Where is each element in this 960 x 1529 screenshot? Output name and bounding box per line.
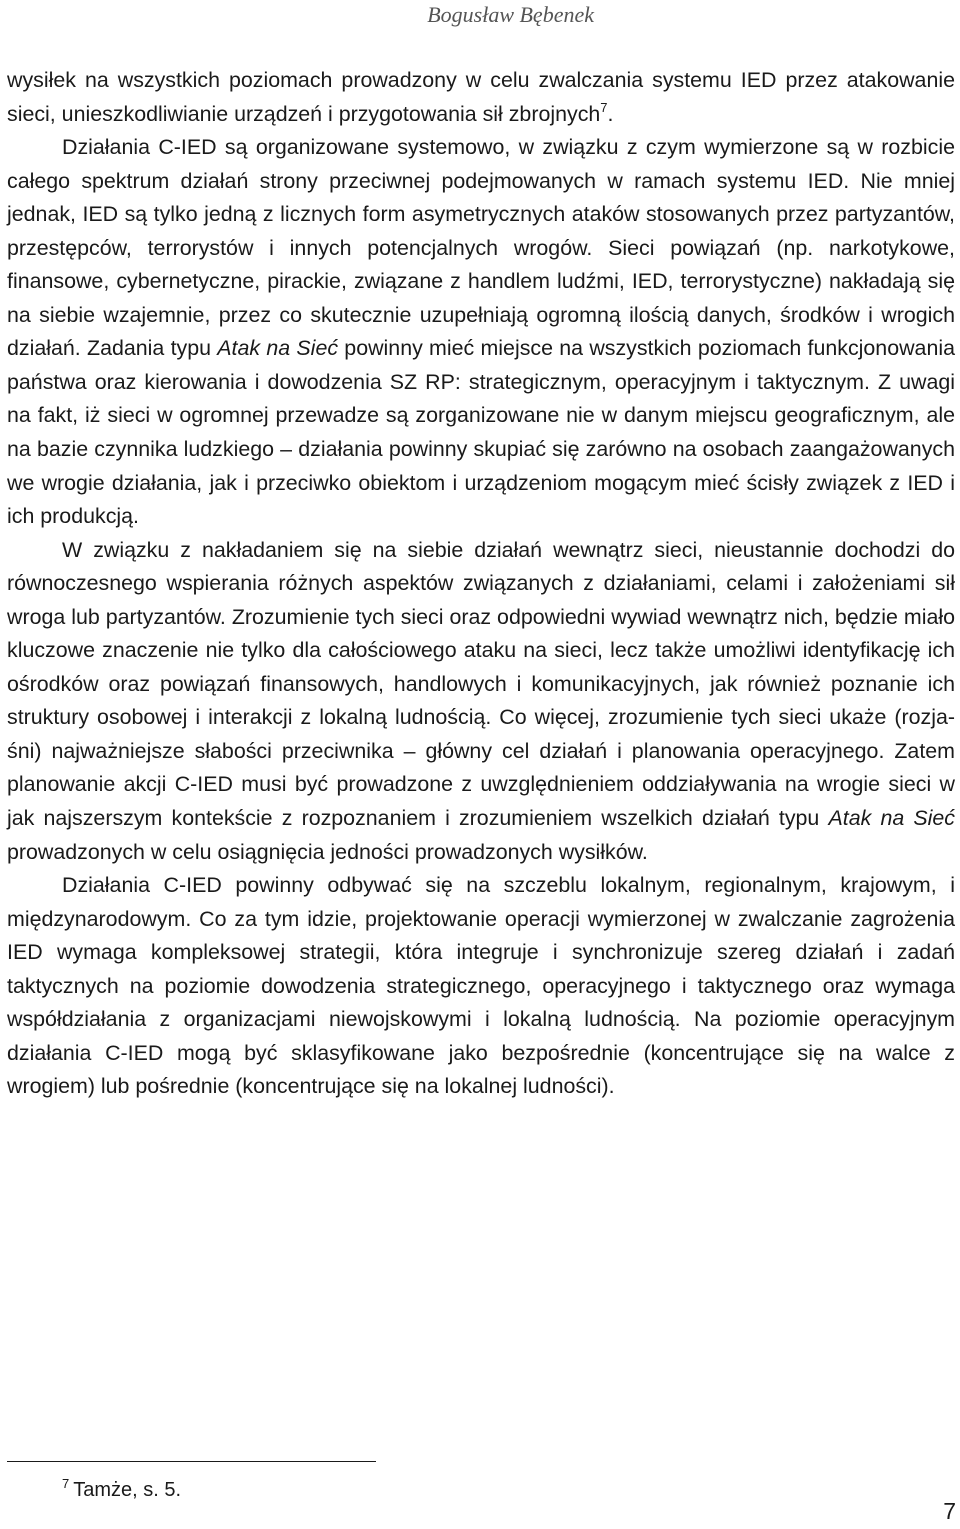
running-header-author: Bogusław Bębenek — [427, 2, 594, 27]
emphasis-term: Atak na Sieć — [828, 806, 955, 831]
footnote-number: 7 — [62, 1476, 70, 1491]
paragraph-text: powinny mieć miejsce na wszystkich poziomach funkcjonowania państwa oraz kierowania i dowodzenia SZ RP: strategicznym, operacyjnym i taktycznym. Z uwagi na fakt, iż sieci w ogromnej przewadze są zorganizowane nie w danym miejscu geograficznym, ale na bazie czynnika ludzkiego – działania powinny skupiać się zarówno na osobach zaangażowanych we wrogie działania, jak i przeciwko obiektom i urządzeniom mogącym mieć ścisły związek z IED i ich produkcją. — [7, 336, 955, 529]
footnote — [62, 1476, 181, 1504]
paragraph — [7, 131, 955, 534]
paragraph-text: Działania C-IED są organizowane systemowo, w związku z czym wymierzone są w rozbicie całego spektrum działań strony przeciwnej podejmowanych w ramach systemu IED. Nie mniej jednak, IED są tylko jedną z licznych form asymetrycznych ataków stosowanych przez partyzantów, przestępców, terrorystów i innych potencjalnych wrogów. Sieci powiązań (np. narkotykowe, finansowe, cybernetyczne, pirackie, związane z handlem ludźmi, IED, terrorystyczne) nakładają się na siebie wzajemnie, przez co skutecznie uzupełniają ogromną ilością danych, środków i wrogich działań. Zadania typu — [7, 135, 955, 361]
paragraph-text: W związku z nakładaniem się na siebie działań wewnątrz sieci, nieustannie dochodzi do równoczesnego wspierania różnych aspektów związanych z działaniami, celami i założeniami sił wroga lub partyzantów. Zrozumienie tych sieci oraz odpowiedni wywiad wewnątrz nich, będzie miało kluczowe znaczenie nie tylko dla całościowego ataku na sieci, lecz także umożliwi identyfikację ich ośrodków oraz powiązań finansowych, handlowych i komunikacyjnych, jak również poznanie ich struktury osobowej i interakcji z lokalną ludnością. Co więcej, zrozumienie tych sieci ukaże (rozjaśni) najważniejsze słabości przeciwnika – główny cel działań i planowania operacyjnego. Zatem planowanie akcji C-IED musi być prowadzone z uwzględnieniem oddziaływania na wrogie sieci w jak najszerszym kontekście z rozpoznaniem i zrozumieniem wszelkich działań typu — [7, 537, 955, 831]
emphasis-term: Atak na Sieć — [217, 336, 339, 361]
paragraph-text: . — [607, 101, 614, 126]
page-number: 7 — [943, 1498, 956, 1524]
footnote-reference[interactable]: 7 — [600, 99, 608, 115]
paragraph-text: prowadzonych w celu osiągnięcia jedności prowadzonych wysiłków. — [7, 839, 648, 864]
paragraph-text: Działania C-IED powinny odbywać się na szczeblu lokalnym, regionalnym, krajowym, i międzynarodowym. Co za tym idzie, projektowanie operacji wymierzonej w zwalczanie zagrożenia IED wymaga kompleksowej strategii, która integruje i synchronizuje szereg działań i zadań taktycznych na poziomie dowodzenia strategicznego, operacyjnego i taktycznego oraz wymaga współdziałania z organizacjami niewojskowymi i lokalną ludnością. Na poziomie operacyjnym działania C-IED mogą być sklasyfikowane jako bezpośrednie (koncentrujące się na walce z wrogiem) lub pośrednie (koncentrujące się na lokalnej ludności). — [7, 873, 955, 1099]
main-text — [7, 64, 955, 1104]
footnote-text: Tamże, s. 5. — [73, 1479, 182, 1501]
footnote-separator — [7, 1461, 376, 1462]
paragraph — [7, 869, 955, 1104]
paragraph-text: wysiłek na wszystkich poziomach prowadzony w celu zwalczania systemu IED przez atakowanie sieci, unieszkodliwianie urządzeń i przygotowania sił zbrojnych — [7, 68, 955, 126]
paragraph — [7, 534, 955, 869]
paragraph — [7, 64, 955, 131]
